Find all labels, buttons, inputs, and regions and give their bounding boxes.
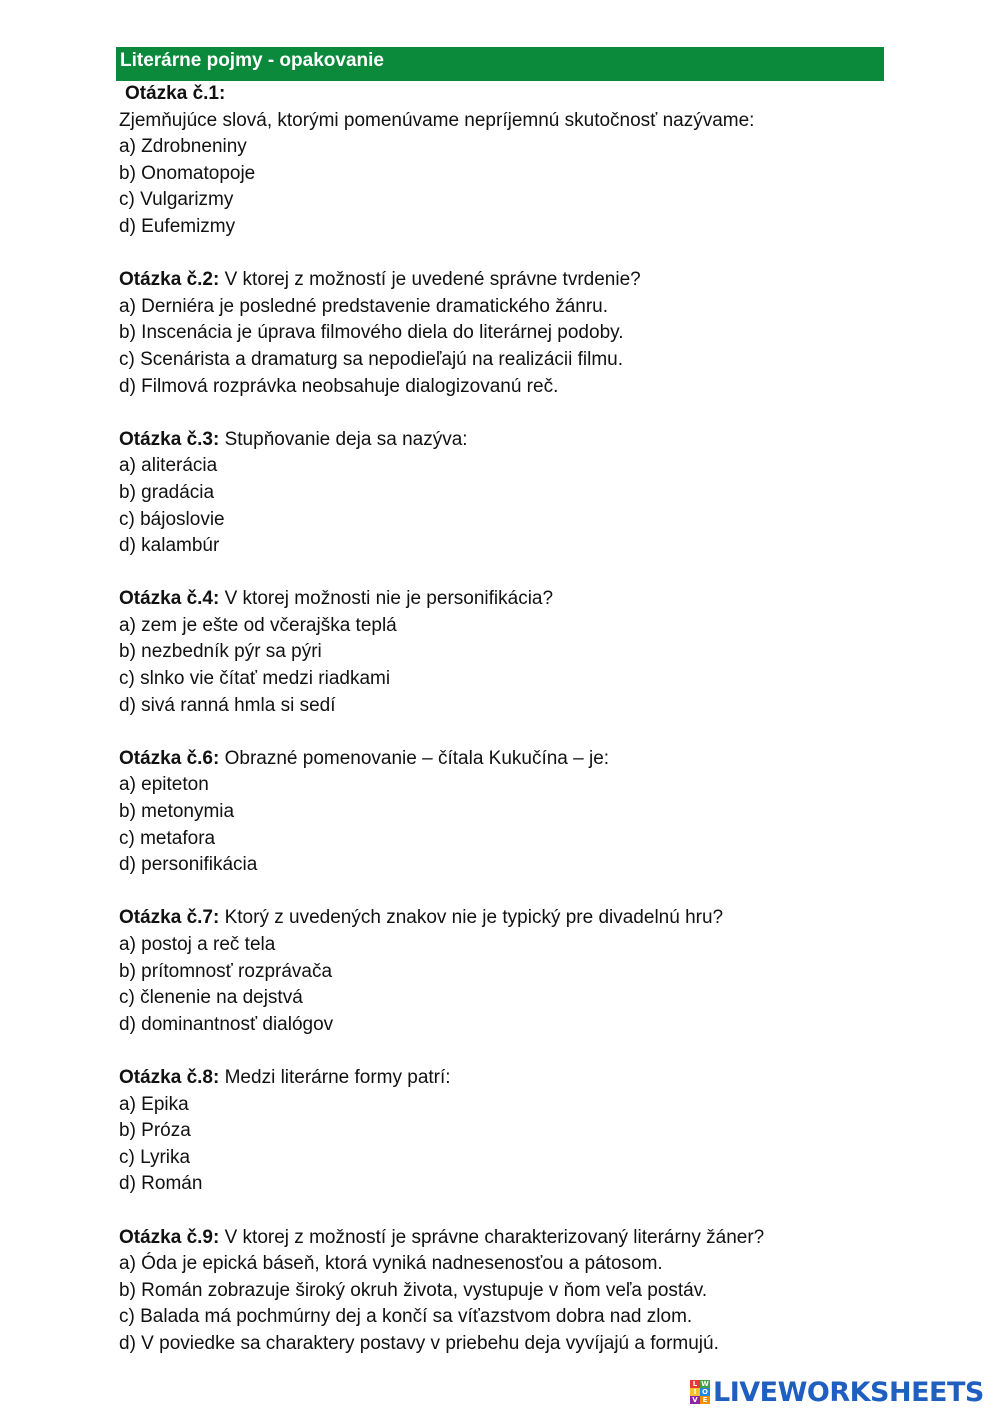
answer-option[interactable]: a) aliterácia	[119, 455, 218, 477]
spacer	[119, 560, 919, 587]
answer-option[interactable]: a) Derniéra je posledné predstavenie dramatického žánru.	[119, 295, 608, 317]
question-heading	[119, 267, 919, 294]
question-heading	[119, 427, 919, 454]
question-label: Otázka č.9:	[119, 1226, 220, 1248]
answer-option[interactable]: b) Onomatopoje	[119, 162, 256, 184]
answer-option[interactable]: c) metafora	[119, 827, 216, 849]
spacer	[119, 400, 919, 427]
liveworksheets-logo[interactable]	[690, 1374, 984, 1410]
question-block	[119, 1225, 919, 1358]
logo-text: LIVEWORKSHEETS	[713, 1376, 984, 1408]
spacer	[119, 879, 919, 906]
question-block	[119, 81, 919, 241]
question-text: Medzi literárne formy patrí:	[219, 1066, 451, 1088]
question-block	[119, 746, 919, 879]
question-label: Otázka č.4:	[119, 588, 220, 610]
answer-option[interactable]: b) Próza	[119, 1120, 191, 1142]
answer-option[interactable]: a) Óda je epická báseň, ktorá vyniká nadnesenosťou a pátosom.	[119, 1253, 663, 1275]
answer-option[interactable]: d) Filmová rozprávka neobsahuje dialogizovanú reč.	[119, 375, 559, 397]
logo-tile: E	[700, 1396, 710, 1404]
liveworksheets-logo-icon	[690, 1380, 710, 1404]
question-block	[119, 1065, 919, 1198]
spacer	[119, 1198, 919, 1225]
answer-option[interactable]: c) Scenárista a dramaturg sa nepodieľajú na realizácii filmu.	[119, 348, 624, 370]
answer-option[interactable]: a) zem je ešte od včerajška teplá	[119, 614, 397, 636]
answer-option[interactable]: c) členenie na dejstvá	[119, 987, 303, 1009]
answer-option[interactable]: b) Inscenácia je úprava filmového diela do literárnej podoby.	[119, 322, 624, 344]
answer-option[interactable]: c) bájoslovie	[119, 508, 225, 530]
question-block	[119, 586, 919, 719]
answer-option[interactable]: d) V poviedke sa charaktery postavy v priebehu deja vyvíjajú a formujú.	[119, 1332, 719, 1354]
question-heading	[119, 905, 919, 932]
question-heading	[119, 586, 919, 613]
answer-option[interactable]: b) gradácia	[119, 481, 215, 503]
question-label: Otázka č.2:	[119, 269, 220, 291]
answer-option[interactable]: d) kalambúr	[119, 535, 220, 557]
logo-tile: O	[700, 1388, 710, 1396]
answer-option[interactable]: d) personifikácia	[119, 854, 258, 876]
answer-option[interactable]: c) Balada má pochmúrny dej a končí sa víťazstvom dobra nad zlom.	[119, 1306, 693, 1328]
answer-option[interactable]: c) Lyrika	[119, 1146, 191, 1168]
question-heading	[119, 1065, 919, 1092]
answer-option[interactable]: a) Epika	[119, 1093, 189, 1115]
question-label: Otázka č.3:	[119, 428, 220, 450]
logo-tile: V	[690, 1396, 700, 1404]
question-heading	[119, 1225, 919, 1252]
worksheet-content	[119, 81, 919, 1358]
question-text: Stupňovanie deja sa nazýva:	[219, 428, 468, 450]
worksheet-title: Literárne pojmy - opakovanie	[116, 47, 884, 81]
logo-tile: L	[690, 1380, 700, 1388]
answer-option[interactable]: b) nezbedník pýr sa pýri	[119, 641, 322, 663]
answer-option[interactable]: d) Eufemizmy	[119, 215, 236, 237]
answer-option[interactable]: b) prítomnosť rozprávača	[119, 960, 333, 982]
question-block	[119, 427, 919, 560]
question-block	[119, 905, 919, 1038]
question-text: Ktorý z uvedených znakov nie je typický pre divadelnú hru?	[219, 907, 724, 929]
question-label: Otázka č.6:	[119, 747, 220, 769]
question-heading	[119, 746, 919, 773]
answer-option[interactable]: b) Román zobrazuje široký okruh života, vystupuje v ňom veľa postáv.	[119, 1279, 708, 1301]
question-text: V ktorej z možností je uvedené správne tvrdenie?	[219, 269, 641, 291]
question-block	[119, 267, 919, 400]
answer-option[interactable]: a) Zdrobneniny	[119, 136, 247, 158]
answer-option[interactable]: c) slnko vie čítať medzi riadkami	[119, 668, 391, 690]
question-label: Otázka č.7:	[119, 907, 220, 929]
answer-option[interactable]: c) Vulgarizmy	[119, 189, 234, 211]
answer-option[interactable]: d) sivá ranná hmla si sedí	[119, 694, 336, 716]
spacer	[119, 719, 919, 746]
logo-tile: W	[701, 1380, 709, 1388]
answer-option[interactable]: d) Román	[119, 1173, 203, 1195]
logo-tile: I	[690, 1388, 700, 1396]
question-label: Otázka č.8:	[119, 1066, 220, 1088]
spacer	[119, 1038, 919, 1065]
question-heading	[119, 81, 919, 108]
question-text: V ktorej možnosti nie je personifikácia?	[219, 588, 554, 610]
answer-option[interactable]: a) postoj a reč tela	[119, 934, 276, 955]
question-text: Obrazné pomenovanie – čítala Kukučína – je:	[219, 747, 610, 769]
question-text: V ktorej z možností je správne charakterizovaný literárny žáner?	[219, 1226, 765, 1248]
answer-option[interactable]: b) metonymia	[119, 801, 235, 823]
answer-option[interactable]: a) epiteton	[119, 774, 209, 796]
spacer	[119, 241, 919, 268]
question-label: Otázka č.1:	[125, 83, 226, 104]
answer-option[interactable]: d) dominantnosť dialógov	[119, 1013, 334, 1035]
question-text: Zjemňujúce slová, ktorými pomenúvame nepríjemnú skutočnosť nazývame:	[119, 109, 755, 131]
